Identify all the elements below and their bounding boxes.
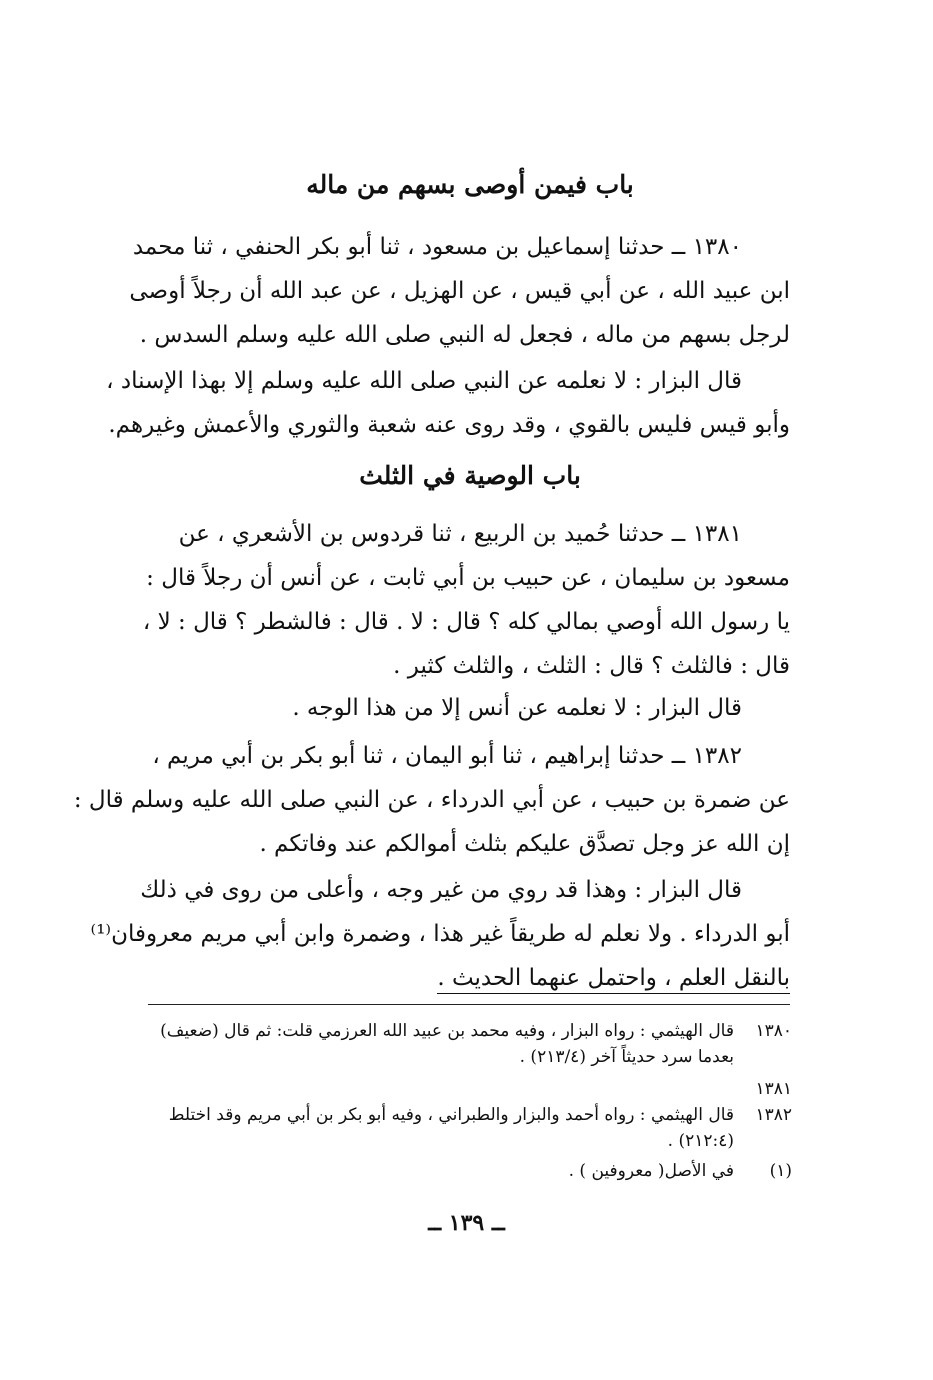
- footnote-number: ١٣٨٠: [755, 1021, 792, 1041]
- hadith-line: عن ضمرة بن حبيب ، عن أبي الدرداء ، عن النبي صلى الله عليه وسلم قال :: [73, 787, 790, 813]
- footnote-number: (١): [769, 1161, 792, 1181]
- footnote-1382: [140, 1102, 792, 1128]
- comment-line: أبو الدرداء . ولا نعلم له طريقاً غير هذا ، وضمرة وابن أبي مريم معروفان⁽¹⁾: [90, 921, 790, 947]
- footnotes: [140, 1018, 792, 1184]
- footnote-1381: [140, 1076, 792, 1102]
- hadith-line: مسعود بن سليمان ، عن حبيب بن أبي ثابت ، عن أنس أن رجلاً قال :: [146, 565, 790, 591]
- underlined-text: بالنقل العلم ، واحتمل عنهما الحديث .: [437, 965, 790, 994]
- hadith-1381: [142, 512, 790, 688]
- footnote-text: قال الهيثمي : رواه البزار ، وفيه محمد بن عبيد الله العرزمي قلت: ثم قال (ضعيف): [160, 1021, 734, 1041]
- footnote-number: ١٣٨١: [755, 1079, 792, 1099]
- footnote-1380: [140, 1018, 792, 1044]
- footnote-continuation: بعدما سرد حديثاً آخر (٢١٣/٤) .: [519, 1047, 734, 1067]
- comment-line: قال البزار : لا نعلمه عن أنس إلا من هذا الوجه .: [292, 695, 742, 721]
- hadith-line: لرجل بسهم من ماله ، فجعل له النبي صلى الله عليه وسلم السدس .: [139, 322, 790, 348]
- hadith-line: قال : فالثلث ؟ قال : الثلث ، والثلث كثير .: [393, 653, 790, 679]
- comment-line: قال البزار : لا نعلمه عن النبي صلى الله عليه وسلم إلا بهذا الإسناد ،: [106, 368, 742, 394]
- hadith-1382: [73, 734, 790, 866]
- comment-line: [148, 956, 790, 1000]
- hadith-1380: [129, 225, 790, 357]
- hadith-line: يا رسول الله أوصي بمالي كله ؟ قال : لا . قال : فالشطر ؟ قال : لا ،: [142, 609, 790, 635]
- chapter-title-bequest-share: باب فيمن أوصى بسهم من ماله: [306, 170, 634, 199]
- bazzar-comment-1382: [90, 868, 790, 1000]
- comment-line: قال البزار : وهذا قد روي من غير وجه ، وأعلى من روى في ذلك: [140, 877, 742, 903]
- hadith-line: ابن عبيد الله ، عن أبي قيس ، عن الهزيل ، عن عبد الله أن رجلاً أوصى: [129, 278, 790, 304]
- bazzar-comment-1380: [106, 359, 790, 447]
- bazzar-comment-1381: [148, 686, 790, 730]
- hadith-line: ١٣٨١ ــ حدثنا حُميد بن الربيع ، ثنا قردوس بن الأشعري ، عن: [178, 521, 742, 547]
- footnote-divider: [148, 1004, 790, 1005]
- footnote-text: قال الهيثمي : رواه أحمد والبزار والطبراني ، وفيه أبو بكر بن أبي مريم وقد اختلط: [168, 1105, 734, 1125]
- footnote-number: ١٣٨٢: [755, 1105, 792, 1125]
- hadith-line: ١٣٨٢ ــ حدثنا إبراهيم ، ثنا أبو اليمان ، ثنا أبو بكر بن أبي مريم ،: [152, 743, 742, 769]
- hadith-line: ١٣٨٠ ــ حدثنا إسماعيل بن مسعود ، ثنا أبو بكر الحنفي ، ثنا محمد: [132, 234, 742, 260]
- footnote-text: في الأصل( معروفين ) .: [568, 1161, 734, 1181]
- chapter-title-will-third: باب الوصية في الثلث: [359, 461, 581, 490]
- footnote-continuation: (٢١٢:٤) .: [667, 1131, 734, 1151]
- footnote-note-1: [140, 1158, 792, 1184]
- page-number: ــ ١٣٩ ــ: [428, 1210, 505, 1236]
- comment-line: وأبو قيس فليس بالقوي ، وقد روى عنه شعبة والثوري والأعمش وغيرهم.: [108, 412, 790, 438]
- hadith-line: إن الله عز وجل تصدَّق عليكم بثلث أموالكم عند وفاتكم .: [259, 831, 790, 857]
